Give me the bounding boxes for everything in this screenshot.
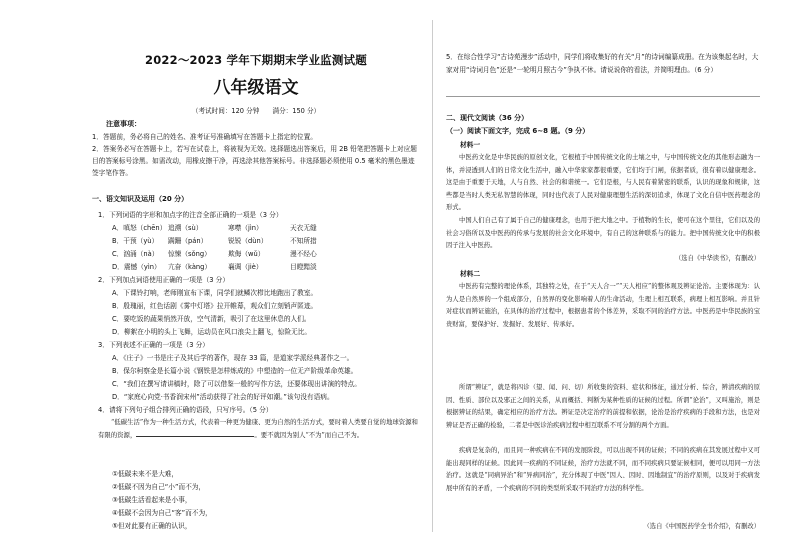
paragraph: 中医药有完整的理论体系，其独特之处，在于“天人合一”“天人相应”的整体观及辨证论治。主要体现为：认为人是自然界的一个组成部分，自然界的变化影响着人的生命活动，生理上相互联系，病理上相互影响。并且针对症状而辨证施治，在具体的治疗过程中，根据患者的个体差异，采取不同的治疗方法。中医药是中华民族的宝贵财富，要保护好、发掘好、发展好、传承好。 (446, 283, 760, 328)
q4-passage (98, 416, 418, 441)
option-line: C．“我们在撰写请讲稿时，除了可以借鉴一般的写作方法，还要体现出讲演的特点。 (112, 380, 361, 388)
answer-line[interactable] (446, 96, 760, 97)
subject-title: 八年级语文 (213, 78, 299, 98)
option-cell: 蹒跚（pán） (168, 237, 208, 245)
option-cell: 追溯（sù） (168, 224, 203, 232)
exam-info: （考试时间：120 分钟 满分：150 分） (191, 107, 321, 115)
section-heading: 二、现代文阅读（36 分） (446, 114, 529, 122)
paragraph: 所谓“辨证”，就是将四诊（望、闻、问、切）所收集的资料、症状和体征，通过分析、综合，辨清疾病的原因、性质、部位以及邪正之间的关系，从而概括、判断为某种性质的证候的过程。所谓“论治”，又叫施治，则是根据辨证的结果，确定相应的治疗方法。辨证是决定治疗的前提和依据，论治是治疗疾病的手段和方法，也是对辨证是否正确的检验，二者是中医诊治疾病过程中相互联系不可分割的两个方面。 (446, 384, 760, 429)
material-text (446, 382, 760, 444)
option-line: A．下课铃打响，老师刚宣布下课，同学们就鳞次栉比地跑出了教室。 (112, 289, 318, 297)
sentence-item: ⑤但对此要有正确的认识， (112, 522, 192, 530)
option-cell: 亢奋（kàng） (168, 263, 212, 271)
paragraph: 中医药文化是中华民族的原创文化，它根植于中国传统文化的土壤之中，与中国传统文化的其他形态融为一体，并浸透到人们的日常文化生活中，融入中华家家都很重要，它们均于门闸，依据者质，很有着以健康理念。这是由于重要于天地，人与自然、社会的和谐统一。它们是根，与人民有着紧密的联系，认识的现象和规律，这些都是当时人类无私智慧的体现，同时也代表了人民对健康理想生活的深切追求，体现了文化自信中医药理念的形式。 (446, 154, 760, 212)
question-stem: 4．请将下列句子组合排列正确的语段，只写序号。（5 分） (98, 406, 273, 414)
option-cell: 惊悚（sǒng） (168, 250, 211, 258)
question-stem: 3．下列表述不正确的一项是（3 分） (98, 341, 209, 349)
option-cell: B．干预（yù） (112, 237, 159, 245)
section-heading: 一、语文知识及运用（20 分） (92, 195, 189, 203)
question-stem: 1．下列词语的字形和加点字的注音全部正确的一项是（3 分） (98, 211, 283, 219)
option-line: C．要吃饭的蔬果悄然开放，空气清新，吸引了在这里休息的人们。 (112, 315, 311, 323)
option-cell: 锐锐（dùn） (228, 237, 268, 245)
option-cell: D．震憾（yìn） (112, 263, 161, 271)
notice-block (92, 131, 420, 179)
material-text (446, 152, 760, 214)
option-line: B．保尔柯察金是长篇小说《钢铁是怎样炼成的》中塑造的一位无产阶级革命英雄。 (112, 367, 358, 375)
option-cell: 漫不经心 (290, 250, 317, 258)
exam-title: 2022～2023 学年下期期末学业监测试题 (145, 53, 367, 67)
sentence-item: ③低碳生活看起来是小事， (112, 496, 192, 504)
question-5 (446, 51, 760, 77)
sentence-item: ①低碳未来不是大难， (112, 470, 179, 478)
notice-item: 2．答案务必写在答题卡上，若写在试卷上，将被视为无效。选择题选出答案后，用 2B 铅笔把答题卡上对应题目的答案标号涂黑。如需改动，用橡皮擦干净，再选涂其他答案标号。非选择题必须使用 0.5 毫米的黑色墨迹签字笔作答。 (92, 145, 417, 177)
option-row (112, 261, 350, 271)
option-cell: 襄调（jiè） (228, 263, 263, 271)
option-cell: A．嗔怒（chēn） (112, 224, 167, 232)
source-note: （选自《中华读书》，有删改） (674, 255, 760, 262)
option-cell: 目瞪黯淡 (290, 263, 317, 271)
option-line: B．殷瑰丽，红色话剧《雾中灯塔》拉开帷幕，观众们立刻销声匿迹。 (112, 302, 318, 310)
passage-text: 。要不就因为别人“不为”而自己不为。 (254, 430, 364, 439)
material-text (446, 215, 760, 252)
option-row (112, 235, 350, 245)
material-label: 材料一 (460, 141, 481, 149)
option-cell: 寒噤（jìn） (228, 224, 263, 232)
subsection-heading: （一）阅读下面文字，完成 6~8 题。（9 分） (446, 127, 590, 135)
option-row (112, 222, 350, 232)
material-text (446, 281, 760, 381)
notice-heading: 注意事项： (106, 120, 141, 128)
passage-text: “低碳生活”作为一种生活方式，代表着一种更为健康、更为自然的生活方式，要时着人类要自觉的地球资源和有限的资源， (98, 418, 418, 439)
column-divider (432, 20, 433, 532)
option-cell: 天衣无缝 (290, 224, 317, 232)
question-stem: 2．下列加点词语使用正确的一项是（3 分） (98, 276, 230, 284)
material-label: 材料二 (460, 270, 481, 278)
sentence-item: ④低碳不会因为自己“客”而不为， (112, 509, 212, 517)
paragraph: 中国人们自己有了属于自己的健康理念，也用于把大地之中。于植物的生长，使可在这个里往，它们以及的社会习俗所以及中医药的传承与发展的社会文化环境中，有自己的这种联系与的能力。把中国传统文化中的积极因子注入中医药。 (446, 217, 760, 250)
option-cell: 欺侮（wǔ） (228, 250, 265, 258)
option-row (112, 248, 350, 258)
question-stem: 5．在综合性学习“古诗苑漫步”活动中，同学们将收集好的有关“月”的诗词编纂成册。在为该集起名时，大家对用“诗词月色”还是“一轮明月照古今”争执不休。请说说你的看法，并简明理由。（6 分） (446, 53, 759, 74)
option-line: D．“家庭心向党·书香润宋州”活动获得了社会的好评如潮。”该句没有语病。 (112, 393, 334, 401)
option-line: A．《庄子》一书是庄子及其后学的著作，现存 33 篇，是道家学派经典著作之一。 (112, 354, 354, 362)
material-text (446, 445, 760, 520)
option-line: D．柳絮在小明的头上飞舞，运动员在风口浪尖上翻飞，惊险无比。 (112, 328, 312, 336)
source-note: （选自《中国医药学全书介绍》，有删改） (643, 523, 760, 530)
option-cell: C．汹涌（nà） (112, 250, 159, 258)
notice-item: 1．答题前，务必将自己的姓名、准考证号准确填写在答题卡上指定的位置。 (92, 133, 317, 141)
sentence-item: ②低碳不因为自己“小”而不为， (112, 483, 206, 491)
option-cell: 不知所措 (290, 237, 317, 245)
answer-blank[interactable] (136, 429, 254, 437)
paragraph: 疾病是复杂的，而且同一种疾病在不同的发展阶段，可以出现不同的证候；不同的疾病在其发展过程中又可能出现同样的证候。因此同一疾病的不同证候，治疗方法就不同，而不同疾病只要证候相同，便可以用同一方法治疗。这就是“同病异治”和“异病同治”，充分体现了中医“因人、因时、因地制宜”的治疗原则，以及对于疾病发展中所有的矛盾，一个疾病的不同的类型所采取不同治疗方法的科学性。 (446, 447, 760, 492)
